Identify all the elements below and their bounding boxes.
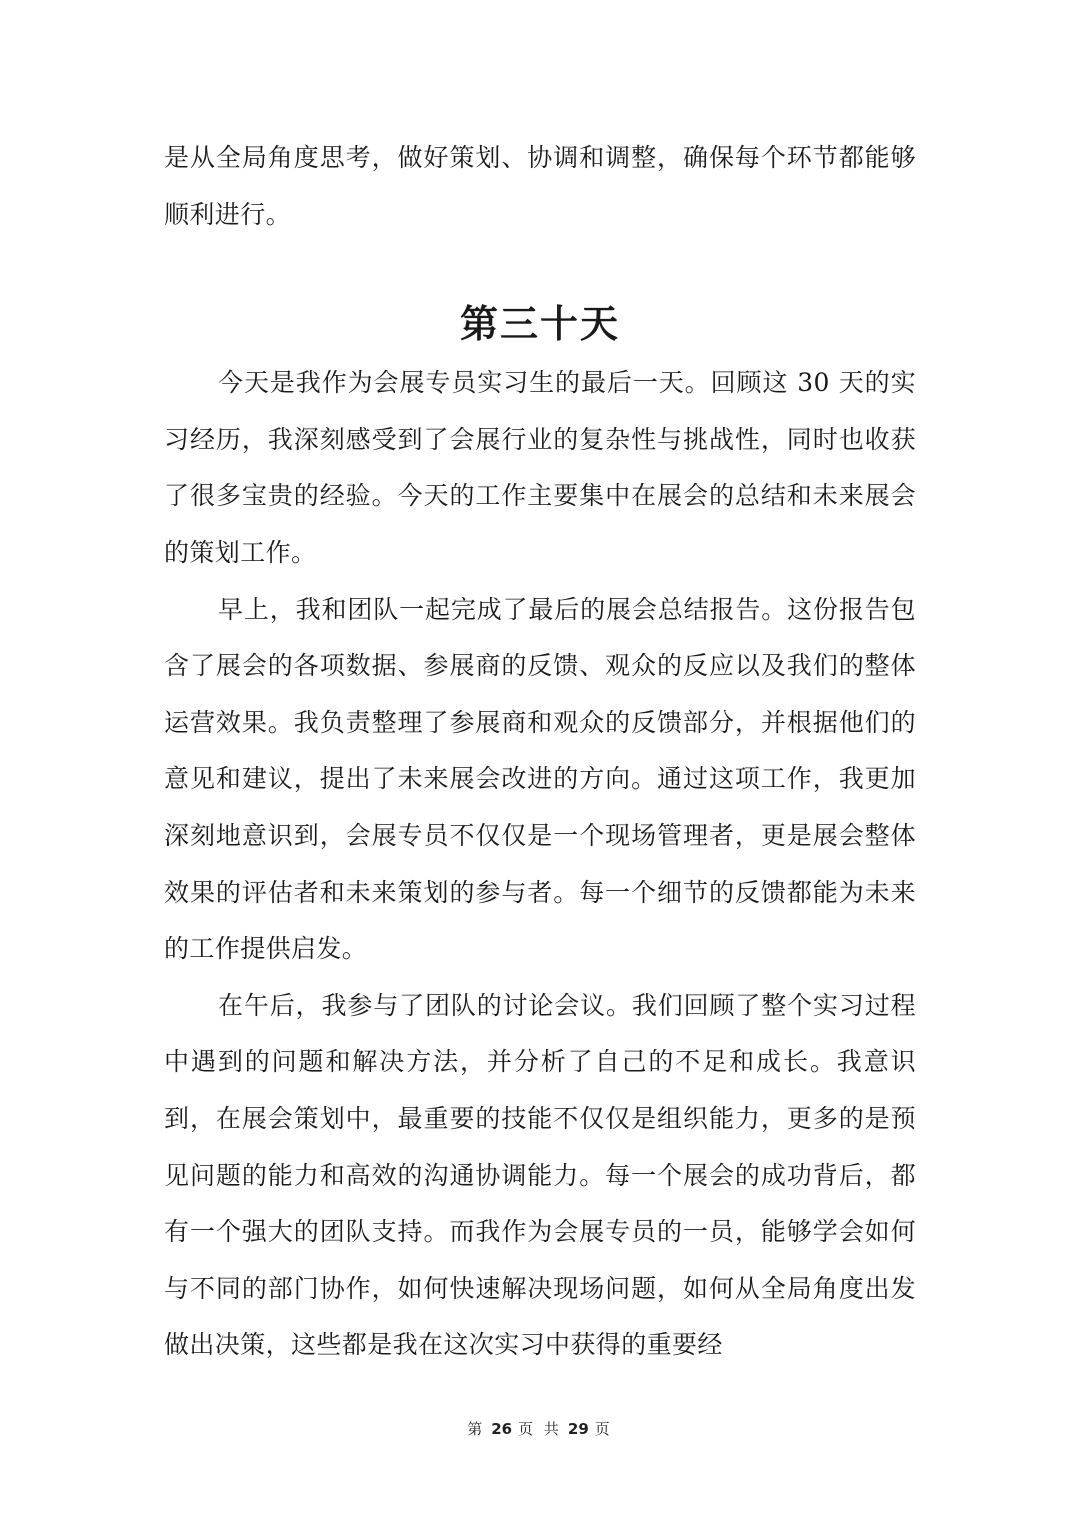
body-paragraph-1: 今天是我作为会展专员实习生的最后一天。回顾这 30 天的实习经历，我深刻感受到了会展行业的复杂性与挑战性，同时也收获了很多宝贵的经验。今天的工作主要集中在展会的总结和未来展会的策划工作。 <box>164 368 916 567</box>
page-content <box>164 130 916 1374</box>
footer-total-pages: 29 <box>567 1420 589 1438</box>
body-paragraph-3: 在午后，我参与了团队的讨论会议。我们回顾了整个实习过程中遇到的问题和解决方法，并分析了自己的不足和成长。我意识到，在展会策划中，最重要的技能不仅仅是组织能力，更多的是预见问题的能力和高效的沟通协调能力。每一个展会的成功背后，都有一个强大的团队支持。而我作为会展专员的一员，能够学会如何与不同的部门协作，如何快速解决现场问题，如何从全局角度出发做出决策，这些都是我在这次实习中获得的重要经 <box>164 990 916 1360</box>
footer-prefix: 第 <box>467 1420 486 1438</box>
continued-paragraph: 是从全局角度思考，做好策划、协调和调整，确保每个环节都能够顺利进行。 <box>164 143 916 229</box>
section-gap <box>164 243 916 293</box>
section-title: 第三十天 <box>459 302 620 347</box>
page-footer <box>0 1418 1080 1440</box>
footer-middle: 页 共 <box>518 1420 562 1438</box>
body-paragraph-2: 早上，我和团队一起完成了最后的展会总结报告。这份报告包含了展会的各项数据、参展商的反馈、观众的反应以及我们的整体运营效果。我负责整理了参展商和观众的反馈部分，并根据他们的意见和建议，提出了未来展会改进的方向。通过这项工作，我更加深刻地意识到，会展专员不仅仅是一个现场管理者，更是展会整体效果的评估者和未来策划的参与者。每一个细节的反馈都能为未来的工作提供启发。 <box>164 594 916 964</box>
footer-suffix: 页 <box>594 1420 613 1438</box>
footer-current-page: 26 <box>491 1420 513 1438</box>
